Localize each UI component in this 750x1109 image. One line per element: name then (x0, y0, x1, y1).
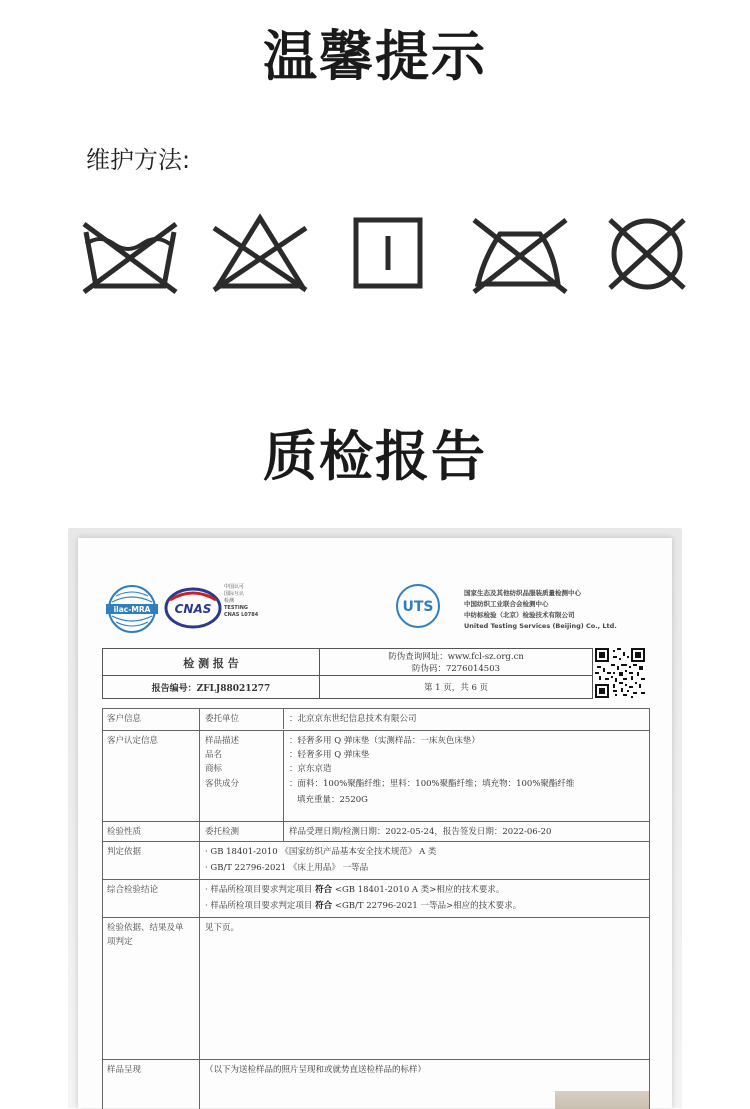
care-method-label: 维护方法: (86, 146, 191, 174)
verification-cell: 防伪查询网址：www.fcl-sz.org.cn 防伪码：7276014503 (319, 648, 593, 676)
inspection-report-sheet (78, 538, 672, 1108)
report-number-cell: 报告编号：ZFLJ88021277 (102, 675, 320, 699)
page-info-cell: 第 1 页，共 6 页 (319, 675, 593, 699)
uts-text: UTS (402, 599, 434, 615)
customer-info-label: 客户认定信息 (107, 736, 159, 746)
test-results-value: 见下页。 (205, 923, 240, 933)
do-not-bleach-icon (210, 212, 310, 296)
conclusion-line-2: · 样品所检项目要求判定项目 符合 <GB/T 22796-2021 一等品>相应的技术要求。 (205, 901, 522, 911)
sample-photo (555, 1091, 649, 1109)
ilac-mra-logo (106, 584, 158, 638)
sample-desc-value: ：轻奢多用 Q 弹床垫（实测样品：一床灰色床垫） (289, 736, 480, 746)
cnas-accreditation-text: 中国认可 国际互认 检测 TESTING CNAS L0784 (224, 584, 259, 618)
fill-weight-value: 填充重量：2520G (297, 795, 368, 805)
sample-presentation-label: 样品呈现 (107, 1065, 142, 1075)
client-unit-value: ：北京京东世纪信息技术有限公司 (289, 714, 417, 724)
conclusion-label: 综合检验结论 (107, 885, 159, 895)
drip-dry-icon (348, 212, 428, 296)
qr-code (595, 648, 645, 698)
brand-value: ：京东京造 (289, 764, 332, 774)
tip-title: 温馨提示 (263, 25, 487, 88)
cnas-logo (164, 586, 222, 634)
composition-value: ：面料：100%聚酯纤维；里料：100%聚酯纤维；填充物：100%聚酯纤维 (289, 779, 575, 789)
sample-dates-value: 样品受理日期/检测日期：2022-05-24，报告签发日期：2022-06-20 (289, 827, 552, 837)
basis-standard-2: · GB/T 22796-2021 《床上用品》 一等品 (205, 863, 369, 873)
client-unit-label: 委托单位 (205, 714, 240, 724)
lab-name-block: 国家生态及其他纺织品服装质量检测中心 中国纺织工业联合会检测中心 中纺标检验（北京）检验技术有限公司 United Testing Services (Beijing) Co., Ltd. (464, 589, 617, 630)
basis-standard-1: · GB 18401-2010 《国家纺织产品基本安全技术规范》 A 类 (205, 847, 437, 857)
care-icons-row (80, 212, 690, 296)
test-basis-results-label: 检验依据、结果及单 项判定 (107, 923, 184, 947)
do-not-wash-icon (80, 212, 180, 296)
inspection-type-label: 检验性质 (107, 827, 142, 837)
sample-desc-label: 样品描述 (205, 736, 240, 746)
report-title-cell: 检 测 报 告 (102, 648, 320, 676)
report-details-table (102, 708, 650, 1109)
do-not-iron-icon (470, 212, 570, 296)
report-title: 质检报告 (263, 425, 487, 488)
product-name-label: 品名 (205, 750, 223, 760)
inspection-type-value: 委托检测 (205, 827, 240, 837)
brand-label: 商标 (205, 764, 223, 774)
product-name-value: ：轻奢多用 Q 弹床垫 (289, 750, 370, 760)
conclusion-line-1: · 样品所检项目要求判定项目 符合 <GB 18401-2010 A 类>相应的技术要求。 (205, 885, 505, 895)
sample-presentation-note: （以下为送检样品的照片呈现和或就势直送检样品的标样） (205, 1065, 427, 1075)
do-not-dry-clean-icon (602, 212, 692, 296)
uts-logo (394, 582, 442, 636)
ilac-text: ilac-MRA (113, 605, 151, 614)
composition-label: 客供成分 (205, 779, 240, 789)
client-info-label: 客户信息 (107, 714, 142, 724)
cnas-text: CNAS (174, 602, 212, 616)
judgement-basis-label: 判定依据 (107, 847, 142, 857)
